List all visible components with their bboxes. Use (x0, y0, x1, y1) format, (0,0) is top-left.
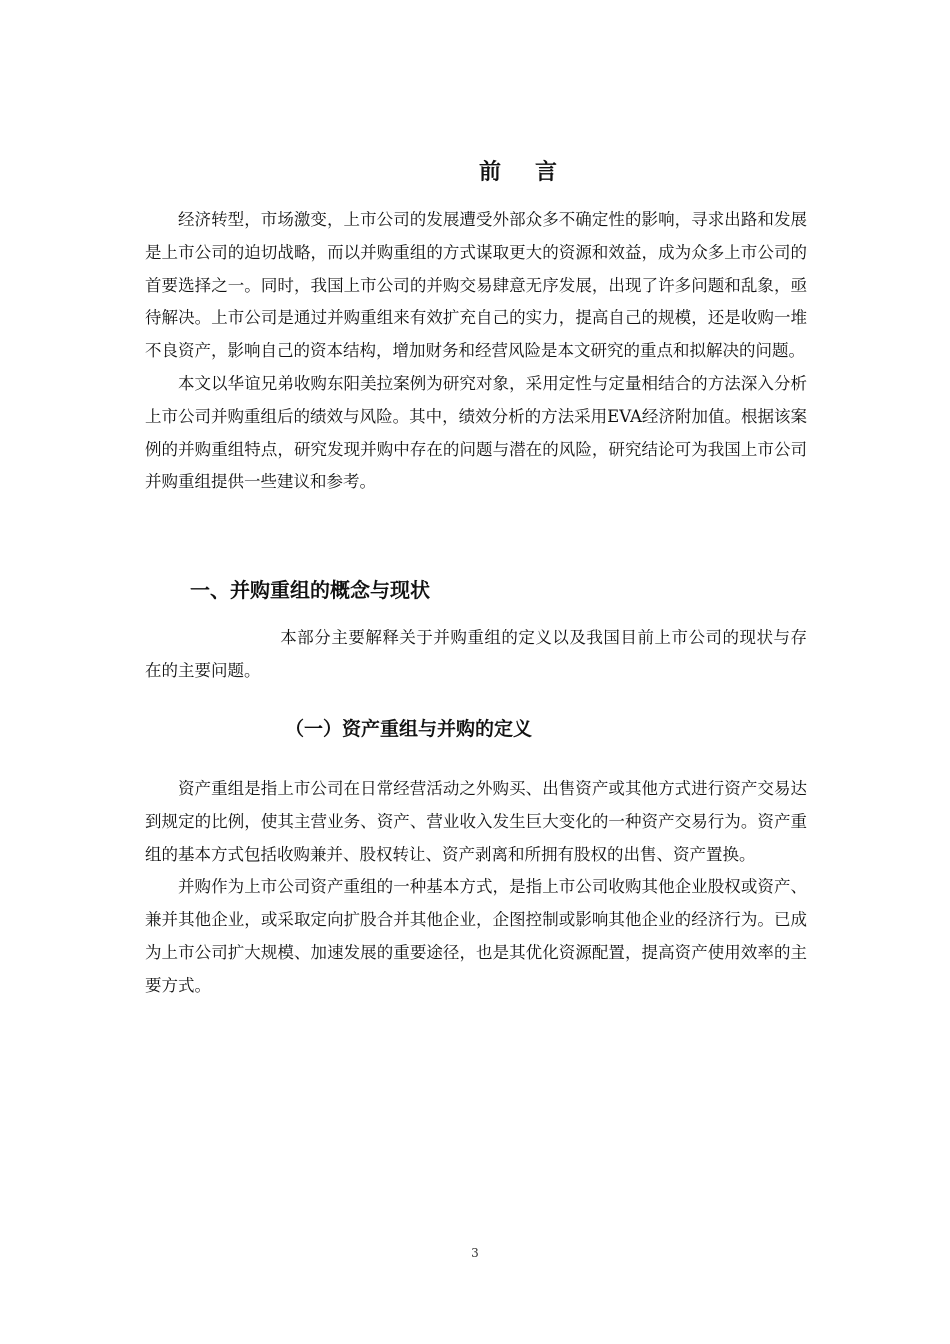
preface-paragraph-1: 经济转型，市场激变，上市公司的发展遭受外部众多不确定性的影响，寻求出路和发展是上市公司的迫切战略，而以并购重组的方式谋取更大的资源和效益，成为众多上市公司的首要选择之一。同时，我国上市公司的并购交易肆意无序发展，出现了许多问题和乱象，亟待解决。上市公司是通过并购重组来有效扩充自己的实力，提高自己的规模，还是收购一堆不良资产，影响自己的资本结构，增加财务和经营风险是本文研究的重点和拟解决的问题。 (145, 210, 807, 361)
section-heading: （一）资产重组与并购的定义 (285, 718, 533, 740)
section-body (145, 773, 807, 1003)
preface-body (145, 204, 807, 499)
chapter-heading: 一、并购重组的概念与现状 (190, 578, 430, 602)
section-paragraph-2: 并购作为上市公司资产重组的一种基本方式，是指上市公司收购其他企业股权或资产、兼并其他企业，或采取定向扩股合并其他企业，企图控制或影响其他企业的经济行为。已成为上市公司扩大规模、加速发展的重要途径，也是其优化资源配置，提高资产使用效率的主要方式。 (145, 877, 807, 995)
page-number: 3 (471, 1246, 479, 1260)
preface-title: 前言 (478, 160, 591, 185)
chapter-intro-paragraph: 本部分主要解释关于并购重组的定义以及我国目前上市公司的现状与存在的主要问题。 (145, 628, 807, 680)
chapter-intro (145, 622, 807, 688)
section-paragraph-1: 资产重组是指上市公司在日常经营活动之外购买、出售资产或其他方式进行资产交易达到规定的比例，使其主营业务、资产、营业收入发生巨大变化的一种资产交易行为。资产重组的基本方式包括收购兼并、股权转让、资产剥离和所拥有股权的出售、资产置换。 (145, 779, 807, 864)
preface-paragraph-2: 本文以华谊兄弟收购东阳美拉案例为研究对象，采用定性与定量相结合的方法深入分析上市公司并购重组后的绩效与风险。其中，绩效分析的方法采用EVA经济附加值。根据该案例的并购重组特点，研究发现并购中存在的问题与潜在的风险，研究结论可为我国上市公司并购重组提供一些建议和参考。 (145, 373, 807, 492)
